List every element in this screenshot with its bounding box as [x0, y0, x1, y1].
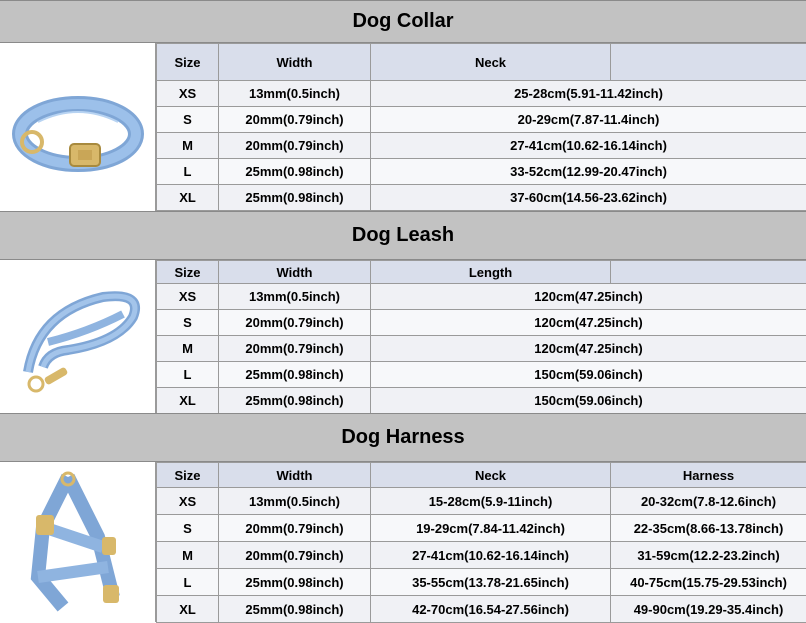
width-cell: 25mm(0.98inch): [219, 596, 371, 623]
neck-cell: 20-29cm(7.87-11.4inch): [371, 107, 806, 133]
length-cell: 120cm(47.25inch): [371, 310, 806, 336]
length-header: Length: [371, 261, 611, 284]
size-cell: M: [157, 336, 219, 362]
empty-header: [611, 261, 806, 284]
harness-cell: 22-35cm(8.66-13.78inch): [611, 515, 806, 542]
length-cell: 120cm(47.25inch): [371, 336, 806, 362]
neck-cell: 15-28cm(5.9-11inch): [371, 488, 611, 515]
width-header: Width: [219, 261, 371, 284]
empty-header: [611, 44, 806, 81]
length-cell: 120cm(47.25inch): [371, 284, 806, 310]
size-cell: M: [157, 133, 219, 159]
neck-cell: 27-41cm(10.62-16.14inch): [371, 542, 611, 569]
width-cell: 20mm(0.79inch): [219, 515, 371, 542]
table-row: [157, 388, 806, 414]
table-row: [157, 542, 806, 569]
harness-header: Harness: [611, 463, 806, 488]
neck-cell: 42-70cm(16.54-27.56inch): [371, 596, 611, 623]
harness-cell: 20-32cm(7.8-12.6inch): [611, 488, 806, 515]
width-header: Width: [219, 44, 371, 81]
width-cell: 25mm(0.98inch): [219, 185, 371, 211]
width-cell: 25mm(0.98inch): [219, 388, 371, 414]
collar-section-title: [0, 0, 806, 43]
size-header: Size: [157, 261, 219, 284]
size-header: Size: [157, 463, 219, 488]
dog-collar-image: [8, 72, 148, 182]
width-cell: 20mm(0.79inch): [219, 310, 371, 336]
size-cell: L: [157, 159, 219, 185]
table-row: [157, 185, 806, 211]
table-row: [157, 488, 806, 515]
dog-leash-image: [8, 272, 148, 402]
table-row: [157, 81, 806, 107]
harness-cell: 31-59cm(12.2-23.2inch): [611, 542, 806, 569]
width-cell: 25mm(0.98inch): [219, 159, 371, 185]
width-cell: 13mm(0.5inch): [219, 488, 371, 515]
length-cell: 150cm(59.06inch): [371, 388, 806, 414]
dog-harness-image: [8, 467, 148, 617]
size-cell: XS: [157, 81, 219, 107]
table-row: [157, 515, 806, 542]
size-cell: XS: [157, 284, 219, 310]
neck-cell: 27-41cm(10.62-16.14inch): [371, 133, 806, 159]
table-row: [157, 159, 806, 185]
leash-photo: [0, 260, 156, 413]
width-cell: 25mm(0.98inch): [219, 569, 371, 596]
width-cell: 13mm(0.5inch): [219, 81, 371, 107]
table-row: [157, 362, 806, 388]
width-cell: 20mm(0.79inch): [219, 107, 371, 133]
leash-size-table: [156, 260, 806, 414]
width-cell: 20mm(0.79inch): [219, 542, 371, 569]
table-row: [157, 133, 806, 159]
neck-cell: 35-55cm(13.78-21.65inch): [371, 569, 611, 596]
width-cell: 20mm(0.79inch): [219, 336, 371, 362]
neck-header: Neck: [371, 44, 611, 81]
harness-section-title: [0, 413, 806, 462]
table-row: [157, 284, 806, 310]
size-cell: XL: [157, 388, 219, 414]
table-header-row: [157, 44, 806, 81]
neck-cell: 37-60cm(14.56-23.62inch): [371, 185, 806, 211]
size-cell: L: [157, 362, 219, 388]
size-cell: XL: [157, 185, 219, 211]
table-row: [157, 310, 806, 336]
table-header-row: [157, 261, 806, 284]
harness-title: Dog Harness: [341, 426, 464, 449]
table-row: [157, 569, 806, 596]
width-cell: 13mm(0.5inch): [219, 284, 371, 310]
neck-cell: 19-29cm(7.84-11.42inch): [371, 515, 611, 542]
size-cell: XL: [157, 596, 219, 623]
harness-size-table: [156, 462, 806, 623]
neck-cell: 33-52cm(12.99-20.47inch): [371, 159, 806, 185]
size-cell: S: [157, 310, 219, 336]
harness-cell: 40-75cm(15.75-29.53inch): [611, 569, 806, 596]
length-cell: 150cm(59.06inch): [371, 362, 806, 388]
collar-size-table: [156, 43, 806, 211]
table-row: [157, 596, 806, 623]
collar-photo: [0, 43, 156, 211]
width-cell: 25mm(0.98inch): [219, 362, 371, 388]
table-row: [157, 336, 806, 362]
table-header-row: [157, 463, 806, 488]
harness-cell: 49-90cm(19.29-35.4inch): [611, 596, 806, 623]
width-header: Width: [219, 463, 371, 488]
leash-section-title: [0, 211, 806, 260]
size-cell: L: [157, 569, 219, 596]
harness-photo: [0, 462, 156, 622]
table-row: [157, 107, 806, 133]
size-cell: XS: [157, 488, 219, 515]
size-header: Size: [157, 44, 219, 81]
size-cell: M: [157, 542, 219, 569]
leash-title: Dog Leash: [352, 224, 454, 247]
collar-title: Dog Collar: [352, 10, 453, 33]
width-cell: 20mm(0.79inch): [219, 133, 371, 159]
neck-header: Neck: [371, 463, 611, 488]
size-cell: S: [157, 515, 219, 542]
size-cell: S: [157, 107, 219, 133]
neck-cell: 25-28cm(5.91-11.42inch): [371, 81, 806, 107]
